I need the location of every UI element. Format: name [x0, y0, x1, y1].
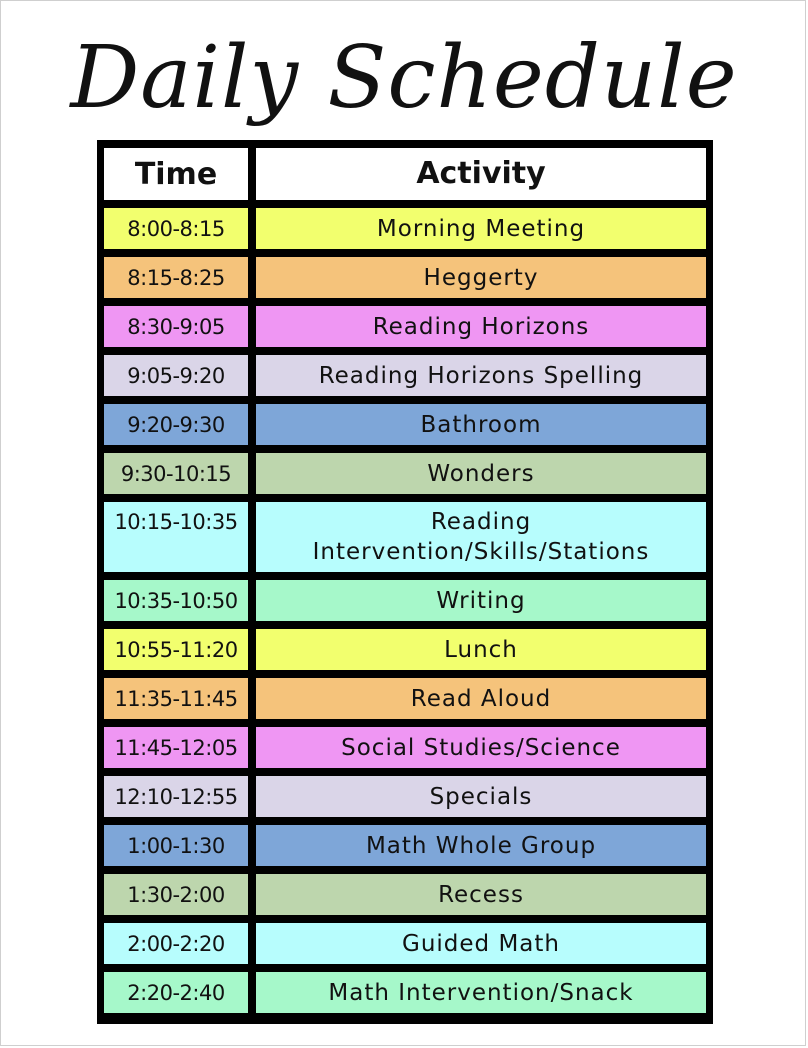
table-row: [97, 404, 713, 445]
table-row: [97, 678, 713, 719]
activity-cell: Recess: [256, 874, 706, 915]
activity-cell: Reading Intervention/Skills/Stations: [256, 502, 706, 572]
page-title: Daily Schedule: [70, 28, 738, 128]
table-row: [97, 825, 713, 866]
time-cell: 1:00-1:30: [104, 825, 248, 866]
activity-cell: Specials: [256, 776, 706, 817]
time-cell: 10:35-10:50: [104, 580, 248, 621]
activity-cell: Math Intervention/Snack: [256, 972, 706, 1013]
header-row: [97, 140, 713, 204]
schedule-table: [97, 140, 713, 1024]
time-cell: 12:10-12:55: [104, 776, 248, 817]
activity-cell: Read Aloud: [256, 678, 706, 719]
activity-cell: Lunch: [256, 629, 706, 670]
time-header: Time: [104, 148, 248, 200]
table-row: [97, 257, 713, 298]
time-cell: 11:35-11:45: [104, 678, 248, 719]
activity-cell: Writing: [256, 580, 706, 621]
table-row: [97, 306, 713, 347]
time-cell: 8:15-8:25: [104, 257, 248, 298]
time-cell: 2:00-2:20: [104, 923, 248, 964]
activity-cell: Reading Horizons Spelling: [256, 355, 706, 396]
table-row: [97, 776, 713, 817]
table-row: [97, 874, 713, 915]
activity-cell: Math Whole Group: [256, 825, 706, 866]
time-cell: 10:15-10:35: [104, 502, 248, 572]
time-cell: 9:05-9:20: [104, 355, 248, 396]
activity-cell: Wonders: [256, 453, 706, 494]
time-cell: 8:00-8:15: [104, 208, 248, 249]
table-row: [97, 355, 713, 396]
time-cell: 9:30-10:15: [104, 453, 248, 494]
time-cell: 10:55-11:20: [104, 629, 248, 670]
activity-cell: Morning Meeting: [256, 208, 706, 249]
table-row: [97, 923, 713, 964]
table-row: [97, 580, 713, 621]
activity-header: Activity: [256, 148, 706, 200]
activity-cell: Guided Math: [256, 923, 706, 964]
activity-cell: Heggerty: [256, 257, 706, 298]
time-cell: 1:30-2:00: [104, 874, 248, 915]
activity-cell: Reading Horizons: [256, 306, 706, 347]
table-row: [97, 453, 713, 494]
table-row: [97, 208, 713, 249]
table-row: [97, 727, 713, 768]
time-cell: 9:20-9:30: [104, 404, 248, 445]
time-cell: 2:20-2:40: [104, 972, 248, 1013]
table-row: [97, 629, 713, 670]
activity-cell: Social Studies/Science: [256, 727, 706, 768]
activity-cell: Bathroom: [256, 404, 706, 445]
time-cell: 11:45-12:05: [104, 727, 248, 768]
time-cell: 8:30-9:05: [104, 306, 248, 347]
table-row: [97, 972, 713, 1013]
table-row: [97, 502, 713, 572]
